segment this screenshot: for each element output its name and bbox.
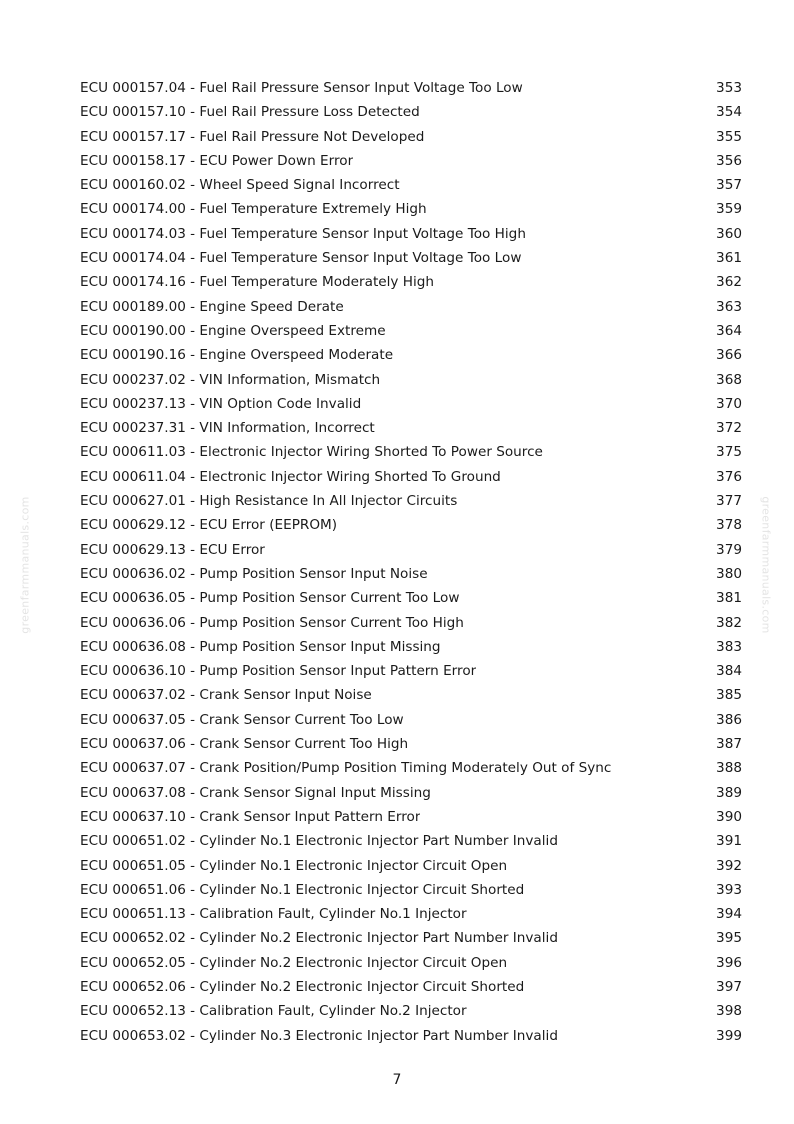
toc-entry-page[interactable]: 357 <box>716 177 742 194</box>
toc-entry-page[interactable]: 363 <box>716 298 742 315</box>
toc-entry[interactable] <box>80 538 742 562</box>
toc-entry-title[interactable]: ECU 000637.02 - Crank Sensor Input Noise <box>80 687 372 704</box>
toc-entry-title[interactable]: ECU 000190.16 - Engine Overspeed Moderate <box>80 347 394 364</box>
toc-entry[interactable] <box>80 197 742 221</box>
toc-entry-page[interactable]: 379 <box>716 541 742 558</box>
toc-entry-title[interactable]: ECU 000174.03 - Fuel Temperature Sensor Input Voltage Too High <box>80 225 526 242</box>
toc-entry[interactable] <box>80 586 742 610</box>
toc-entry[interactable] <box>80 732 742 756</box>
toc-entry[interactable] <box>80 926 742 950</box>
watermark-right: greenfarmmanuals.com <box>759 496 773 634</box>
toc-entry-page[interactable]: 377 <box>716 493 742 510</box>
toc-entry[interactable] <box>80 319 742 343</box>
toc-entry[interactable] <box>80 878 742 902</box>
toc-entry-title[interactable]: ECU 000637.08 - Crank Sensor Signal Input Missing <box>80 784 431 801</box>
toc-entry-page[interactable]: 364 <box>716 322 742 339</box>
toc-entry-title[interactable]: ECU 000637.05 - Crank Sensor Current Too Low <box>80 711 404 728</box>
toc-entry-page[interactable]: 392 <box>716 857 742 874</box>
toc-entry[interactable] <box>80 416 742 440</box>
toc-entry-page[interactable]: 393 <box>716 881 742 898</box>
toc-entry-page[interactable]: 353 <box>716 80 742 96</box>
toc-entry-title[interactable]: ECU 000636.02 - Pump Position Sensor Input Noise <box>80 565 428 582</box>
toc-entry-title[interactable]: ECU 000160.02 - Wheel Speed Signal Incorrect <box>80 177 400 194</box>
toc-entry-page[interactable]: 391 <box>716 833 742 850</box>
toc-entry-title[interactable]: ECU 000157.04 - Fuel Rail Pressure Sensor Input Voltage Too Low <box>80 80 523 96</box>
toc-entry-title[interactable]: ECU 000174.00 - Fuel Temperature Extremely High <box>80 201 427 218</box>
toc-entry-title[interactable]: ECU 000653.02 - Cylinder No.3 Electronic Injector Part Number Invalid <box>80 1027 558 1044</box>
toc-entry[interactable] <box>80 999 742 1023</box>
toc-entry-title[interactable]: ECU 000174.04 - Fuel Temperature Sensor Input Voltage Too Low <box>80 250 522 267</box>
toc-entry-title[interactable]: ECU 000237.02 - VIN Information, Mismatch <box>80 371 381 388</box>
toc-entry[interactable] <box>80 854 742 878</box>
toc-entry-page[interactable]: 398 <box>716 1003 742 1020</box>
toc-entry-title[interactable]: ECU 000636.06 - Pump Position Sensor Current Too High <box>80 614 464 631</box>
toc-entry-page[interactable]: 378 <box>716 517 742 534</box>
toc-entry-title[interactable]: ECU 000629.13 - ECU Error <box>80 541 265 558</box>
toc-entry-title[interactable]: ECU 000174.16 - Fuel Temperature Moderately High <box>80 274 435 291</box>
toc-entry-page[interactable]: 399 <box>716 1027 742 1044</box>
toc-entry-title[interactable]: ECU 000637.07 - Crank Position/Pump Position Timing Moderately Out of Sync <box>80 760 612 777</box>
toc-entry-title[interactable]: ECU 000158.17 - ECU Power Down Error <box>80 152 354 169</box>
toc-entry[interactable] <box>80 368 742 392</box>
toc-entry-title[interactable]: ECU 000651.05 - Cylinder No.1 Electronic Injector Circuit Open <box>80 857 508 874</box>
toc-entry-title[interactable]: ECU 000651.13 - Calibration Fault, Cylinder No.1 Injector <box>80 906 467 923</box>
toc-entry[interactable] <box>80 562 742 586</box>
toc-entry-title[interactable]: ECU 000637.10 - Crank Sensor Input Pattern Error <box>80 808 421 825</box>
toc-entry[interactable] <box>80 781 742 805</box>
toc-entry[interactable] <box>80 902 742 926</box>
toc-entry-title[interactable]: ECU 000237.13 - VIN Option Code Invalid <box>80 395 362 412</box>
table-of-contents <box>80 76 742 1048</box>
toc-entry[interactable] <box>80 489 742 513</box>
toc-entry[interactable] <box>80 756 742 780</box>
toc-entry-page[interactable]: 381 <box>716 590 742 607</box>
toc-entry-title[interactable]: ECU 000157.17 - Fuel Rail Pressure Not Developed <box>80 128 425 145</box>
toc-entry[interactable] <box>80 708 742 732</box>
toc-entry-title[interactable]: ECU 000629.12 - ECU Error (EEPROM) <box>80 517 338 534</box>
toc-entry-page[interactable]: 366 <box>716 347 742 364</box>
toc-entry-page[interactable]: 360 <box>716 225 742 242</box>
toc-entry[interactable] <box>80 1024 742 1048</box>
toc-entry[interactable] <box>80 611 742 635</box>
toc-entry-page[interactable]: 355 <box>716 128 742 145</box>
toc-entry-page[interactable]: 384 <box>716 663 742 680</box>
toc-entry[interactable] <box>80 76 742 100</box>
toc-entry-page[interactable]: 380 <box>716 565 742 582</box>
toc-entry-page[interactable]: 376 <box>716 468 742 485</box>
toc-entry-title[interactable]: ECU 000237.31 - VIN Information, Incorrect <box>80 420 375 437</box>
toc-entry-page[interactable]: 361 <box>716 250 742 267</box>
watermark-left: greenfarmmanuals.com <box>18 496 32 634</box>
toc-entry-title[interactable]: ECU 000652.06 - Cylinder No.2 Electronic Injector Circuit Shorted <box>80 978 525 995</box>
toc-entry-page[interactable]: 370 <box>716 395 742 412</box>
toc-entry-title[interactable]: ECU 000651.06 - Cylinder No.1 Electronic Injector Circuit Shorted <box>80 881 525 898</box>
toc-entry[interactable] <box>80 440 742 464</box>
toc-entry[interactable] <box>80 513 742 537</box>
toc-entry-page[interactable]: 383 <box>716 638 742 655</box>
toc-entry[interactable] <box>80 465 742 489</box>
toc-entry-page[interactable]: 368 <box>716 371 742 388</box>
toc-entry[interactable] <box>80 149 742 173</box>
toc-entry[interactable] <box>80 951 742 975</box>
toc-entry[interactable] <box>80 125 742 149</box>
toc-entry[interactable] <box>80 100 742 124</box>
toc-entry-page[interactable]: 388 <box>716 760 742 777</box>
toc-entry[interactable] <box>80 295 742 319</box>
toc-entry[interactable] <box>80 683 742 707</box>
toc-entry-title[interactable]: ECU 000652.13 - Calibration Fault, Cylinder No.2 Injector <box>80 1003 467 1020</box>
toc-entry[interactable] <box>80 343 742 367</box>
toc-entry-page[interactable]: 375 <box>716 444 742 461</box>
toc-entry-title[interactable]: ECU 000611.03 - Electronic Injector Wiring Shorted To Power Source <box>80 444 543 461</box>
toc-entry-page[interactable]: 354 <box>716 104 742 121</box>
toc-entry[interactable] <box>80 173 742 197</box>
toc-entry-title[interactable]: ECU 000651.02 - Cylinder No.1 Electronic Injector Part Number Invalid <box>80 833 558 850</box>
toc-entry-page[interactable]: 394 <box>716 906 742 923</box>
toc-entry-page[interactable]: 356 <box>716 152 742 169</box>
toc-entry[interactable] <box>80 392 742 416</box>
toc-entry[interactable] <box>80 270 742 294</box>
toc-entry-page[interactable]: 397 <box>716 978 742 995</box>
toc-entry-page[interactable]: 389 <box>716 784 742 801</box>
toc-entry-title[interactable]: ECU 000636.10 - Pump Position Sensor Input Pattern Error <box>80 663 477 680</box>
toc-entry[interactable] <box>80 975 742 999</box>
toc-entry-page[interactable]: 390 <box>716 808 742 825</box>
toc-entry[interactable] <box>80 829 742 853</box>
toc-entry[interactable] <box>80 659 742 683</box>
toc-entry-title[interactable]: ECU 000189.00 - Engine Speed Derate <box>80 298 344 315</box>
toc-entry-page[interactable]: 385 <box>716 687 742 704</box>
toc-entry-page[interactable]: 359 <box>716 201 742 218</box>
toc-entry-title[interactable]: ECU 000637.06 - Crank Sensor Current Too High <box>80 736 409 753</box>
toc-entry[interactable] <box>80 222 742 246</box>
toc-entry[interactable] <box>80 805 742 829</box>
toc-entry-page[interactable]: 382 <box>716 614 742 631</box>
toc-entry-page[interactable]: 387 <box>716 736 742 753</box>
toc-entry-title[interactable]: ECU 000636.05 - Pump Position Sensor Current Too Low <box>80 590 460 607</box>
toc-entry-page[interactable]: 396 <box>716 954 742 971</box>
toc-entry-page[interactable]: 372 <box>716 420 742 437</box>
toc-entry-page[interactable]: 395 <box>716 930 742 947</box>
page-number: 7 <box>392 1072 402 1088</box>
toc-entry-title[interactable]: ECU 000652.02 - Cylinder No.2 Electronic Injector Part Number Invalid <box>80 930 558 947</box>
toc-entry-title[interactable]: ECU 000627.01 - High Resistance In All Injector Circuits <box>80 493 458 510</box>
toc-entry[interactable] <box>80 635 742 659</box>
toc-entry-title[interactable]: ECU 000190.00 - Engine Overspeed Extreme <box>80 322 386 339</box>
toc-entry-page[interactable]: 362 <box>716 274 742 291</box>
toc-entry-page[interactable]: 386 <box>716 711 742 728</box>
toc-entry-title[interactable]: ECU 000636.08 - Pump Position Sensor Input Missing <box>80 638 441 655</box>
toc-entry-title[interactable]: ECU 000157.10 - Fuel Rail Pressure Loss Detected <box>80 104 420 121</box>
toc-entry[interactable] <box>80 246 742 270</box>
toc-entry-title[interactable]: ECU 000652.05 - Cylinder No.2 Electronic Injector Circuit Open <box>80 954 508 971</box>
toc-entry-title[interactable]: ECU 000611.04 - Electronic Injector Wiring Shorted To Ground <box>80 468 501 485</box>
